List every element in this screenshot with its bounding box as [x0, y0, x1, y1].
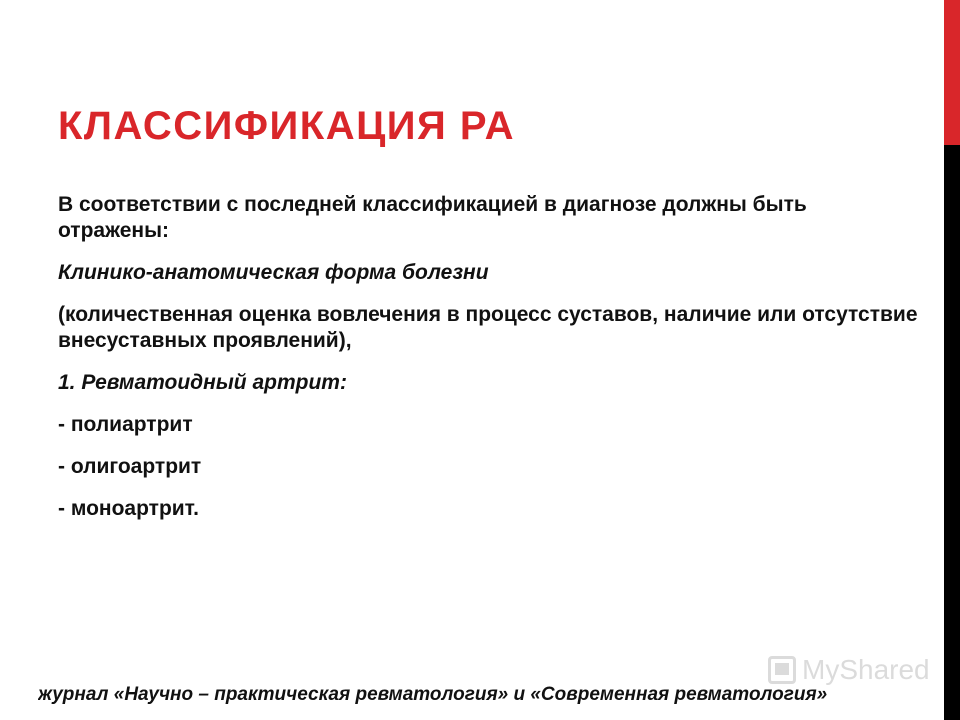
clinical-form-heading: Клинико-анатомическая форма болезни — [58, 261, 489, 284]
watermark-logo — [768, 654, 930, 686]
clinical-form-description: (количественная оценка вовлечения в процесс суставов, наличие или отсутствие внесуставных проявлений), — [58, 303, 918, 352]
intro-paragraph: В соответствии с последней классификацией в диагнозе должны быть отражены: — [58, 193, 807, 242]
source-footer: журнал «Научно – практическая ревматология» и «Современная ревматология» — [38, 684, 828, 705]
side-accent-bar-black — [944, 145, 960, 720]
slide-body — [58, 192, 918, 538]
list-item-polyarthritis: - полиартрит — [58, 413, 193, 436]
list-item-oligoarthritis: - олигоартрит — [58, 455, 202, 478]
slide-title: КЛАССИФИКАЦИЯ РА — [58, 104, 515, 148]
presentation-board-icon — [768, 656, 796, 684]
side-accent-bar-red — [944, 0, 960, 145]
ra-type-heading: 1. Ревматоидный артрит: — [58, 371, 347, 394]
list-item-monoarthritis: - моноартрит. — [58, 497, 199, 520]
watermark-text: MyShared — [802, 654, 930, 685]
